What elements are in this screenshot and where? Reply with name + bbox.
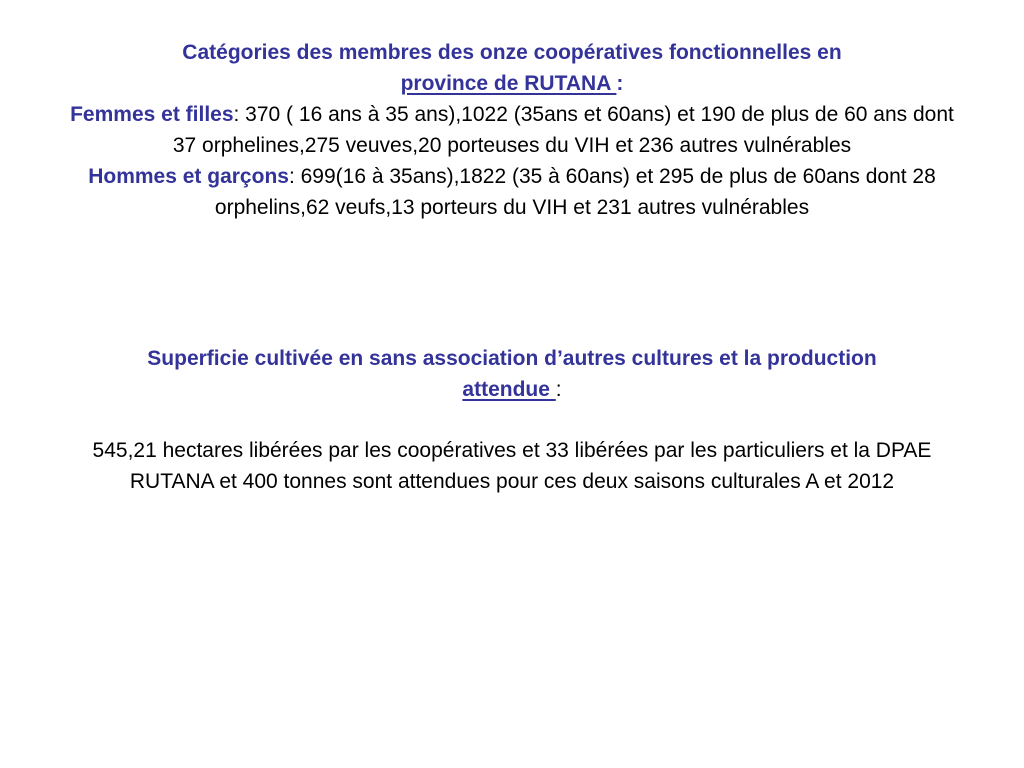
categories-title-line1: Catégories des membres des onze coopératives fonctionnelles en <box>182 41 842 64</box>
hommes-paragraph <box>58 161 966 223</box>
hectares-section <box>58 435 966 497</box>
categories-title-province: province de RUTANA <box>400 72 617 95</box>
categories-section <box>58 37 966 223</box>
femmes-label: Femmes et filles <box>70 103 234 126</box>
superficie-title-line2 <box>58 374 966 405</box>
superficie-title-colon: : <box>555 378 562 401</box>
superficie-title-line1: Superficie cultivée en sans association d’autres cultures et la production <box>147 347 877 370</box>
superficie-section <box>58 343 966 405</box>
femmes-paragraph <box>58 99 966 161</box>
femmes-text: : 370 ( 16 ans à 35 ans),1022 (35ans et 60ans) et 190 de plus de 60 ans dont 37 orphelines,275 veuves,20 porteuses du VIH et 236 autres vulnérables <box>172 103 954 157</box>
categories-title-colon: : <box>616 72 624 95</box>
hommes-text: : 699(16 à 35ans),1822 (35 à 60ans) et 295 de plus de 60ans dont 28 orphelins,62 veufs,13 porteurs du VIH et 231 autres vulnérables <box>214 165 936 219</box>
hommes-label: Hommes et garçons <box>88 165 289 188</box>
superficie-title-attendue: attendue <box>462 378 556 401</box>
categories-title-line2 <box>58 68 966 99</box>
hectares-text: 545,21 hectares libérées par les coopératives et 33 libérées par les particuliers et la DPAE RUTANA et 400 tonnes sont attendues pour ces deux saisons culturales A et 2012 <box>92 439 932 493</box>
